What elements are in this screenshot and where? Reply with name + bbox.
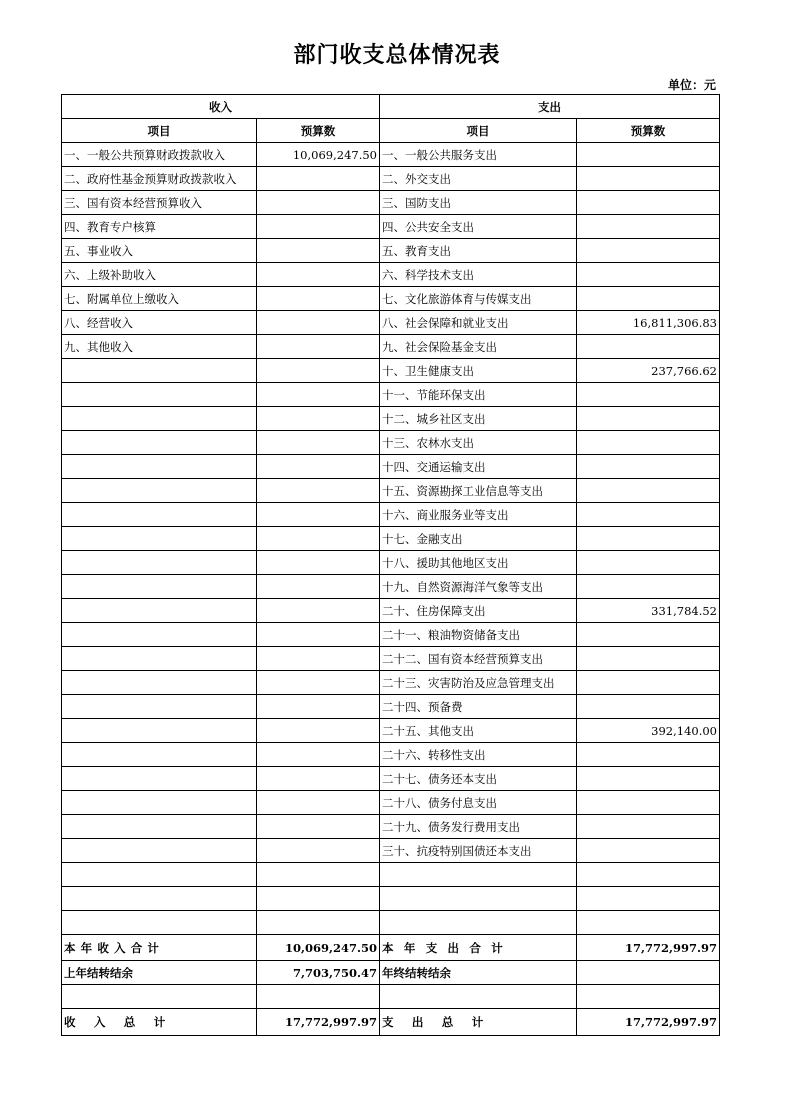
income-item-cell — [62, 575, 257, 599]
expense-value-cell — [577, 911, 720, 935]
expense-item-cell: 二十五、其他支出 — [380, 719, 577, 743]
expense-item-cell — [380, 911, 577, 935]
income-item-cell — [62, 479, 257, 503]
expense-value-cell — [577, 431, 720, 455]
expense-total-label: 支出总计 — [380, 1009, 577, 1036]
table-row — [62, 599, 720, 623]
expense-value-cell — [577, 623, 720, 647]
expense-item-cell: 三、国防支出 — [380, 191, 577, 215]
income-item-cell — [62, 383, 257, 407]
table-row — [62, 743, 720, 767]
income-item-cell — [62, 599, 257, 623]
table-row — [62, 647, 720, 671]
income-value-cell — [257, 671, 380, 695]
income-value-cell — [257, 335, 380, 359]
section-header-row — [62, 95, 720, 119]
income-budget-header: 预算数 — [257, 119, 380, 143]
income-item-cell — [62, 359, 257, 383]
expense-value-cell — [577, 647, 720, 671]
income-item-cell: 五、事业收入 — [62, 239, 257, 263]
income-value-cell — [257, 383, 380, 407]
expense-item-cell: 十五、资源勘探工业信息等支出 — [380, 479, 577, 503]
income-item-cell — [62, 695, 257, 719]
expense-item-cell: 十九、自然资源海洋气象等支出 — [380, 575, 577, 599]
table-row — [62, 719, 720, 743]
expense-value-cell — [577, 575, 720, 599]
page-title: 部门收支总体情况表 — [293, 43, 501, 68]
income-value-cell — [257, 239, 380, 263]
income-value-cell — [257, 527, 380, 551]
income-item-cell — [62, 887, 257, 911]
income-item-header: 项目 — [62, 119, 257, 143]
income-item-cell: 四、教育专户核算 — [62, 215, 257, 239]
expense-item-cell: 二十、住房保障支出 — [380, 599, 577, 623]
income-value-cell — [257, 455, 380, 479]
income-value-cell — [257, 623, 380, 647]
income-value-cell — [257, 911, 380, 935]
income-item-cell — [62, 791, 257, 815]
expense-value-cell — [577, 215, 720, 239]
prev-balance-value: 7,703,750.47 — [257, 961, 380, 985]
income-value-cell — [257, 887, 380, 911]
income-item-cell: 一、一般公共预算财政拨款收入 — [62, 143, 257, 167]
expense-item-cell: 十六、商业服务业等支出 — [380, 503, 577, 527]
expense-item-cell: 六、科学技术支出 — [380, 263, 577, 287]
expense-value-cell — [577, 263, 720, 287]
table-row — [62, 263, 720, 287]
income-value-cell — [257, 503, 380, 527]
prev-balance-label: 上年结转结余 — [62, 961, 257, 985]
income-item-cell — [62, 743, 257, 767]
expense-value-cell — [577, 479, 720, 503]
expense-value-cell — [577, 863, 720, 887]
income-item-cell: 九、其他收入 — [62, 335, 257, 359]
income-item-cell — [62, 647, 257, 671]
blank-cell — [257, 985, 380, 1009]
expense-value-cell: 331,784.52 — [577, 599, 720, 623]
expense-value-cell — [577, 143, 720, 167]
expense-value-cell — [577, 887, 720, 911]
expense-item-cell: 十八、援助其他地区支出 — [380, 551, 577, 575]
expense-item-cell: 一、一般公共服务支出 — [380, 143, 577, 167]
expense-item-cell: 七、文化旅游体育与传媒支出 — [380, 287, 577, 311]
year-total-row — [62, 935, 720, 961]
column-header-row — [62, 119, 720, 143]
expense-item-header: 项目 — [380, 119, 577, 143]
income-item-cell — [62, 455, 257, 479]
table-row — [62, 911, 720, 935]
expense-value-cell — [577, 335, 720, 359]
balance-row — [62, 961, 720, 985]
table-row — [62, 143, 720, 167]
expense-value-cell — [577, 695, 720, 719]
expense-value-cell — [577, 503, 720, 527]
expense-item-cell: 二十一、粮油物资储备支出 — [380, 623, 577, 647]
income-value-cell — [257, 839, 380, 863]
income-header: 收入 — [62, 95, 380, 119]
table-row — [62, 479, 720, 503]
income-item-cell — [62, 431, 257, 455]
table-row — [62, 239, 720, 263]
income-item-cell — [62, 503, 257, 527]
income-value-cell — [257, 215, 380, 239]
income-item-cell: 八、经营收入 — [62, 311, 257, 335]
expense-item-cell: 十一、节能环保支出 — [380, 383, 577, 407]
income-value-cell — [257, 479, 380, 503]
table-row — [62, 815, 720, 839]
table-row — [62, 191, 720, 215]
income-item-cell — [62, 407, 257, 431]
income-value-cell — [257, 863, 380, 887]
income-total-label: 收入总计 — [62, 1009, 257, 1036]
expense-total-value: 17,772,997.97 — [577, 1009, 720, 1036]
table-row — [62, 455, 720, 479]
table-row — [62, 623, 720, 647]
expense-value-cell — [577, 791, 720, 815]
end-balance-label: 年终结转结余 — [380, 961, 577, 985]
expense-item-cell: 十三、农林水支出 — [380, 431, 577, 455]
expense-value-cell — [577, 815, 720, 839]
expense-item-cell: 二十三、灾害防治及应急管理支出 — [380, 671, 577, 695]
income-value-cell — [257, 359, 380, 383]
table-row — [62, 839, 720, 863]
income-item-cell — [62, 719, 257, 743]
income-item-cell: 二、政府性基金预算财政拨款收入 — [62, 167, 257, 191]
income-value-cell — [257, 575, 380, 599]
expense-item-cell: 八、社会保障和就业支出 — [380, 311, 577, 335]
end-balance-value — [577, 961, 720, 985]
expense-value-cell — [577, 407, 720, 431]
table-row — [62, 383, 720, 407]
expense-item-cell: 十七、金融支出 — [380, 527, 577, 551]
table-row — [62, 671, 720, 695]
income-value-cell — [257, 263, 380, 287]
expense-value-cell — [577, 191, 720, 215]
expense-value-cell — [577, 287, 720, 311]
expense-item-cell: 九、社会保险基金支出 — [380, 335, 577, 359]
income-item-cell — [62, 551, 257, 575]
income-value-cell — [257, 815, 380, 839]
income-value-cell — [257, 551, 380, 575]
table-row — [62, 311, 720, 335]
table-row — [62, 551, 720, 575]
table-row — [62, 791, 720, 815]
table-row — [62, 767, 720, 791]
income-value-cell — [257, 719, 380, 743]
table-row — [62, 695, 720, 719]
table-row — [62, 359, 720, 383]
expense-item-cell: 十、卫生健康支出 — [380, 359, 577, 383]
income-item-cell — [62, 623, 257, 647]
year-income-label: 本年收入合计 — [62, 935, 257, 961]
income-item-cell — [62, 767, 257, 791]
year-income-value: 10,069,247.50 — [257, 935, 380, 961]
table-row — [62, 431, 720, 455]
income-item-cell — [62, 863, 257, 887]
income-value-cell — [257, 311, 380, 335]
expense-item-cell — [380, 887, 577, 911]
table-row — [62, 527, 720, 551]
expense-item-cell: 五、教育支出 — [380, 239, 577, 263]
income-item-cell: 七、附属单位上缴收入 — [62, 287, 257, 311]
table-row — [62, 287, 720, 311]
expense-budget-header: 预算数 — [577, 119, 720, 143]
income-item-cell — [62, 671, 257, 695]
expense-item-cell: 二十六、转移性支出 — [380, 743, 577, 767]
expense-header: 支出 — [380, 95, 720, 119]
grand-total-row — [62, 1009, 720, 1036]
income-value-cell — [257, 791, 380, 815]
expense-value-cell — [577, 527, 720, 551]
expense-value-cell — [577, 167, 720, 191]
income-item-cell: 三、国有资本经营预算收入 — [62, 191, 257, 215]
income-value-cell — [257, 407, 380, 431]
table-row — [62, 167, 720, 191]
income-item-cell — [62, 815, 257, 839]
income-value-cell — [257, 743, 380, 767]
unit-label: 单位：元 — [667, 78, 716, 92]
expense-item-cell: 二十八、债务付息支出 — [380, 791, 577, 815]
income-value-cell — [257, 287, 380, 311]
expense-value-cell — [577, 551, 720, 575]
expense-item-cell: 十二、城乡社区支出 — [380, 407, 577, 431]
table-row — [62, 407, 720, 431]
expense-item-cell: 二十九、债务发行费用支出 — [380, 815, 577, 839]
table-row — [62, 863, 720, 887]
income-value-cell — [257, 767, 380, 791]
table-row — [62, 575, 720, 599]
expense-item-cell: 二十四、预备费 — [380, 695, 577, 719]
expense-value-cell: 16,811,306.83 — [577, 311, 720, 335]
year-expense-label: 本年支出合计 — [380, 935, 577, 961]
income-item-cell: 六、上级补助收入 — [62, 263, 257, 287]
income-value-cell — [257, 167, 380, 191]
table-row — [62, 503, 720, 527]
expense-item-cell: 三十、抗疫特别国债还本支出 — [380, 839, 577, 863]
blank-cell — [577, 985, 720, 1009]
table-row — [62, 215, 720, 239]
expense-value-cell: 237,766.62 — [577, 359, 720, 383]
income-value-cell — [257, 431, 380, 455]
income-value-cell — [257, 599, 380, 623]
expense-item-cell: 二十七、债务还本支出 — [380, 767, 577, 791]
expense-value-cell: 392,140.00 — [577, 719, 720, 743]
expense-item-cell: 二、外交支出 — [380, 167, 577, 191]
income-value-cell — [257, 647, 380, 671]
blank-cell — [62, 985, 257, 1009]
expense-value-cell — [577, 455, 720, 479]
expense-value-cell — [577, 839, 720, 863]
budget-table — [61, 94, 720, 1036]
income-value-cell: 10,069,247.50 — [257, 143, 380, 167]
expense-value-cell — [577, 767, 720, 791]
expense-value-cell — [577, 239, 720, 263]
income-item-cell — [62, 911, 257, 935]
blank-row — [62, 985, 720, 1009]
expense-item-cell: 二十二、国有资本经营预算支出 — [380, 647, 577, 671]
income-item-cell — [62, 527, 257, 551]
income-total-value: 17,772,997.97 — [257, 1009, 380, 1036]
year-expense-value: 17,772,997.97 — [577, 935, 720, 961]
expense-item-cell: 十四、交通运输支出 — [380, 455, 577, 479]
expense-item-cell — [380, 863, 577, 887]
table-row — [62, 335, 720, 359]
expense-value-cell — [577, 743, 720, 767]
expense-item-cell: 四、公共安全支出 — [380, 215, 577, 239]
expense-value-cell — [577, 671, 720, 695]
income-item-cell — [62, 839, 257, 863]
blank-cell — [380, 985, 577, 1009]
expense-value-cell — [577, 383, 720, 407]
table-row — [62, 887, 720, 911]
income-value-cell — [257, 695, 380, 719]
income-value-cell — [257, 191, 380, 215]
